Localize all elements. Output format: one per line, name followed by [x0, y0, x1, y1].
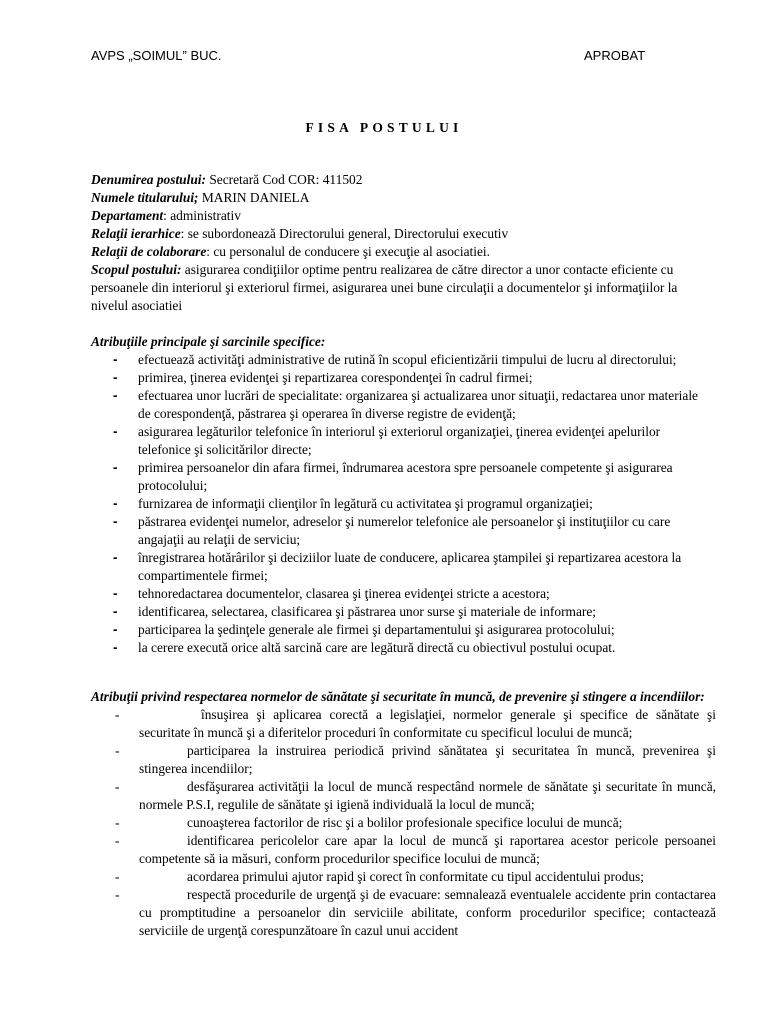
job-name-line [91, 171, 711, 189]
bullet-dash: - [115, 743, 120, 758]
list-item-text: păstrarea evidenţei numelor, adreselor şi numerelor telefonice ale persoanelor şi instituţiilor cu care angajaţii au relaţii de serviciu; [138, 514, 671, 547]
list-item [91, 495, 711, 513]
scope-paragraph [91, 261, 711, 315]
list-item [91, 351, 711, 369]
main-duties-title: Atribuţiile principale şi sarcinile specifice: [91, 334, 326, 349]
bullet-dash: - [113, 622, 118, 637]
department-label: Departament [91, 208, 164, 223]
safety-duties-list [91, 706, 716, 940]
bullet-dash: - [115, 707, 120, 722]
bullet-dash: - [113, 604, 118, 619]
list-item [91, 814, 716, 832]
list-item-text: acordarea primului ajutor rapid şi corect în conformitate cu tipul accidentului produs; [187, 869, 644, 884]
list-item [91, 706, 716, 742]
safety-duties-section [91, 688, 716, 940]
list-item-text: la cerere execută orice altă sarcină care are legătură directă cu obiectivul postului ocupat. [138, 640, 616, 655]
bullet-dash: - [115, 869, 120, 884]
job-name-label: Denumirea postului: [91, 172, 206, 187]
main-duties-section [91, 333, 711, 657]
bullet-dash: - [113, 460, 118, 475]
list-item-text: participarea la şedinţele generale ale firmei şi departamentului şi asigurarea protocolului; [138, 622, 615, 637]
list-item [91, 868, 716, 886]
bullet-dash: - [113, 586, 118, 601]
job-info-block [91, 171, 711, 315]
list-item-text: înregistrarea hotărârilor şi deciziilor luate de conducere, aplicarea ştampilei şi repartizarea acestora la compartimentele firmei; [138, 550, 682, 583]
hierarchy-line [91, 225, 711, 243]
job-name-value: Secretară Cod COR: 411502 [205, 172, 363, 187]
department-line [91, 207, 711, 225]
list-item [91, 742, 716, 778]
list-item-text: efectuează activităţi administrative de rutină în scopul eficientizării timpului de lucru al directorului; [138, 352, 677, 367]
list-item [91, 423, 711, 459]
list-item-text: identificarea, selectarea, clasificarea şi păstrarea unor surse şi materiale de informare; [138, 604, 597, 619]
bullet-dash: - [115, 833, 120, 848]
scope-label: Scopul postului: [91, 262, 182, 277]
bullet-dash: - [115, 887, 120, 902]
document-title: FISA POSTULUI [305, 120, 463, 135]
department-value: : administrativ [163, 208, 241, 223]
list-item-text: furnizarea de informaţii clienţilor în legătură cu activitatea şi programul organizaţiei; [138, 496, 593, 511]
list-item-text: asigurarea legăturilor telefonice în interiorul şi exteriorul organizaţiei, ţinerea evidenţei apelurilor telefonice şi solicitărilor directe; [138, 424, 661, 457]
list-item [91, 459, 711, 495]
bullet-dash: - [113, 352, 118, 367]
holder-line [91, 189, 711, 207]
collaboration-value: : cu personalul de conducere şi execuţie al asociatiei. [206, 244, 490, 259]
list-item-text: participarea la instruirea periodică privind sănătatea şi securitatea în muncă, prevenirea şi stingerea incendiilor; [139, 743, 716, 776]
holder-value: MARIN DANIELA [198, 190, 310, 205]
bullet-dash: - [113, 370, 118, 385]
list-item-text: tehnoredactarea documentelor, clasarea şi ţinerea evidenţei stricte a acestora; [138, 586, 550, 601]
bullet-dash: - [115, 779, 120, 794]
list-item-text: respectă procedurile de urgenţă şi de evacuare: semnalează eventualele accidente prin contactarea cu promptitudine a persoanelor din serviciile abilitate, conform procedurilor specifice; contactează serviciile de urgenţă corespunzătoare în cazul unui accident [139, 887, 716, 938]
bullet-dash: - [113, 496, 118, 511]
approval-label: APROBAT [584, 48, 646, 63]
list-item-text: desfăşurarea activităţii la locul de muncă respectând normele de sănătate şi securitate în muncă, normele P.S.I, regulile de sănătate şi igienă individuală la locul de muncă; [139, 779, 716, 812]
list-item [91, 369, 711, 387]
list-item [91, 639, 711, 657]
list-item-text: cunoaşterea factorilor de risc şi a bolilor profesionale specifice locului de muncă; [187, 815, 623, 830]
list-item [91, 513, 711, 549]
scope-value: asigurarea condiţiilor optime pentru realizarea de către director a unor contacte eficiente cu persoanele din interiorul şi exteriorul firmei, asigurarea unei bune circulaţii a documentelor şi informaţiilor la nivelul asociatiei [91, 262, 678, 313]
bullet-dash: - [113, 640, 118, 655]
list-item-text: identificarea pericolelor care apar la locul de muncă şi raportarea acestor pericole persoanei competente să ia măsuri, conform procedurilor specifice locului de muncă; [139, 833, 716, 866]
hierarchy-label: Relaţii ierarhice [91, 226, 181, 241]
list-item [91, 387, 711, 423]
list-item-text: primirea persoanelor din afara firmei, îndrumarea acestora spre persoanele competente şi asigurarea protocolului; [138, 460, 673, 493]
collaboration-label: Relaţii de colaborare [91, 244, 207, 259]
list-item [91, 832, 716, 868]
organization-name: AVPS „SOIMUL” BUC. [91, 48, 222, 63]
bullet-dash: - [113, 514, 118, 529]
list-item [91, 603, 711, 621]
bullet-dash: - [113, 388, 118, 403]
holder-label: Numele titularului; [91, 190, 199, 205]
list-item [91, 585, 711, 603]
list-item [91, 621, 711, 639]
safety-duties-title: Atribuţii privind respectarea normelor de sănătate şi securitate în muncă, de prevenire şi stingere a incendiilor: [91, 689, 705, 704]
bullet-dash: - [113, 424, 118, 439]
bullet-dash: - [113, 550, 118, 565]
list-item-text: primirea, ţinerea evidenţei şi repartizarea corespondenţei în cadrul firmei; [138, 370, 533, 385]
main-duties-list [91, 351, 711, 657]
hierarchy-value: : se subordonează Directorului general, Directorului executiv [180, 226, 509, 241]
list-item [91, 549, 711, 585]
list-item [91, 886, 716, 940]
collaboration-line [91, 243, 711, 261]
list-item [91, 778, 716, 814]
bullet-dash: - [115, 815, 120, 830]
list-item-text: însuşirea şi aplicarea corectă a legislaţiei, normelor generale şi specifice de sănătate şi securitate în muncă şi a diferitelor proceduri în conformitate cu specificul locului de muncă; [139, 707, 716, 740]
list-item-text: efectuarea unor lucrări de specialitate: organizarea şi actualizarea unor situaţii, redactarea unor materiale de corespondenţă, păstrarea şi operarea în diverse registre de evidenţă; [138, 388, 698, 421]
